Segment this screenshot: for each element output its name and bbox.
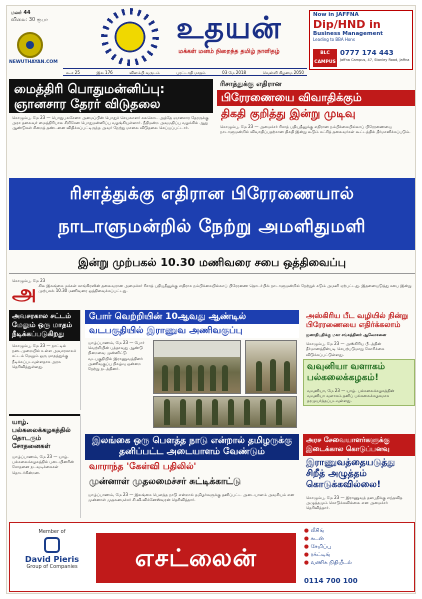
newspaper-title: உதயன் bbox=[176, 11, 282, 46]
story-body: கொழும்பு, மே 23 — அஸ்கிரிய பீடத்தின் தீர்மானத்தின்படி செயற்படுமாறு கோரிக்கை விடுக்கப்பட்டுள்ளது. bbox=[306, 341, 385, 357]
dateline bbox=[63, 68, 307, 76]
edition-number: மலர் 44 bbox=[11, 10, 31, 16]
story-body: கொழும்பு, மே 23 — இராணுவத் தளபதிக்கு எந்தவித அழுத்தமும் கொடுக்கவில்லை என அமைச்சர் தெரிவித்தார். bbox=[306, 495, 403, 511]
troops-photo bbox=[153, 396, 297, 428]
service-item: ● கடன் bbox=[304, 535, 410, 543]
story-emergency-law[interactable] bbox=[9, 310, 81, 410]
services-list bbox=[304, 527, 410, 567]
story-headline bbox=[9, 79, 213, 113]
story-debate-date[interactable] bbox=[217, 79, 415, 175]
allowance-headline: அரச சேவையாளர்களுக்கு இடைக்கால கொடுப்பனவு bbox=[303, 434, 415, 456]
david-pieris-logo-icon bbox=[44, 537, 60, 553]
quote-line-2: முன்னாள் முதலமைச்சர் சுட்டிக்காட்டு bbox=[89, 477, 241, 487]
lead-dropcap: அ bbox=[12, 281, 37, 307]
ad-phone-number[interactable]: 0114 700 100 bbox=[304, 577, 358, 585]
lead-headline-banner[interactable] bbox=[9, 178, 415, 250]
story-byline: ஜனாதிபதிக்கு மகா சங்கத்தினர் ஆலோசனை bbox=[306, 332, 387, 337]
tagline: மக்கள் மனம் நிறைந்த தமிழ் நாளிதழ் bbox=[178, 48, 280, 55]
sun-logo-icon bbox=[105, 12, 155, 62]
lead-paragraph: கில இலங்கை மக்கள் காங்கிரஸின் தலைவரான அமைச்சர் ரிசாத் பதியுதீனுக்கு எதிராக நம்பிக்கையில்லாப் பிரேரணை தொடர்பில் நாடாளுமன்றில் நேற்றுக் கடும் அமளி ஏற்பட்டது. இதனையடுத்து சபை இன்று முற்பகல் 10.30 மணிவரை ஒத்திவைக்கப்பட்டது. bbox=[38, 283, 412, 294]
boxed-body: வவுனியா, மே 23 — யாழ். பல்கலைக்கழகத்தின் வவுனியா வளாகம் தனிப் பல்கலைக்கழகமாக தரமுயர்த்தப்படவுள்ளது. bbox=[307, 387, 395, 404]
service-item: ● வணிக நிதியீடல் bbox=[304, 559, 410, 567]
headline-line-1: போர் வெற்றியின் 10ஆவது ஆண்டில் bbox=[85, 310, 299, 324]
story-body: கொழும்பு, மே 23 — நாட்டில் நடைமுறையில் உள்ள அவசரகாலச் சட்டம் மேலும் ஒரு மாதத்துக்கு நீடிக்கப்படவுள்ளதாக அரசு தெரிவித்துள்ளது. bbox=[12, 343, 77, 369]
ad-sub: Business Management bbox=[313, 31, 383, 37]
lead-text bbox=[9, 281, 415, 307]
ad-phone: 0777 174 443 bbox=[340, 49, 394, 57]
brand-name: David Pieris bbox=[25, 555, 79, 564]
story-university-searches[interactable] bbox=[9, 414, 81, 518]
edition-info bbox=[11, 10, 63, 24]
story-asgiriya[interactable] bbox=[303, 310, 415, 430]
story-army-parade[interactable] bbox=[85, 310, 299, 430]
ad-address: Jaffna Campus, 47, Stanley Road, Jaffna bbox=[340, 58, 410, 62]
headline-line-2: வடபகுதியில் இராணுவ அணிவகுப்பு bbox=[85, 324, 299, 338]
story-headline: யாழ். பல்கலைக்கழகத்தில் தொடரும் சோதனைகள் bbox=[9, 414, 80, 452]
headline-line-1: பிரேரணையை விவாதிக்கும் bbox=[217, 90, 415, 106]
headline-line-1: மைத்திரி பொதுமன்னிப்பு: bbox=[14, 81, 165, 96]
lead-body bbox=[9, 276, 415, 306]
service-item: ● ரக்ட்டிங் bbox=[304, 551, 410, 559]
story-allowance[interactable] bbox=[303, 434, 415, 518]
army-parade-photo bbox=[153, 340, 241, 394]
quote-line-1: வாராந்த 'கேள்வி பதிலில்' bbox=[89, 462, 197, 472]
story-kicker: ரிசாத்துக்கு எதிரான bbox=[220, 80, 282, 88]
story-body: கொழும்பு, மே 23 — பொதுபலசேனா அமைப்பின் பொதுச் செயலாளர் கலகொட அத்தே ஞானசார தேரருக்கு அரச தலைவர் மைத்திரிபால சிறிசேன பொதுமன்னிப்பு வழங்கியுள்ளார். நீதிமன்ற அவமதிப்பு வழக்கில் ஆறு ஆண்டுகள் சிறைத் தண்டனை விதிக்கப்பட்டிருந்த அவர் நேற்று மாலை விடுதலை செய்யப்பட்டார். bbox=[12, 115, 209, 131]
story-body: கொழும்பு, மே 23 — அமைச்சர் ரிசாத் பதியுதீனுக்கு எதிரான நம்பிக்கையில்லாப் பிரேரணையை நாடாளுமன்றில் விவாதிப்பதற்கான திகதி இன்று கூடும் கட்சித் தலைவர்கள் கூட்டத்தில் தீர்மானிக்கப்படும். bbox=[220, 124, 411, 135]
ad-headline: Dip/HND in bbox=[313, 18, 381, 31]
vavuniya-box[interactable] bbox=[303, 359, 415, 407]
dateline-item: 03 மே 2018 bbox=[222, 70, 247, 75]
ad-sub2: Leading to BBA Hons bbox=[313, 37, 355, 42]
service-item: ● லீசிங் bbox=[304, 527, 410, 535]
newspaper-front-page bbox=[6, 5, 416, 594]
boxed-headline: வவுனியா வளாகம் பல்கலைக்கழகம்! bbox=[307, 361, 385, 383]
service-item: ● சேமிப்பு bbox=[304, 543, 410, 551]
dateline-item: வெள்ளி கிழமை 2050 bbox=[262, 70, 304, 75]
story-headline: அவசரகால சட்டம் மேலும் ஒரு மாதம் நீடிக்கப்படுகிறது bbox=[9, 310, 80, 341]
blc-logo: BLC CAMPUS bbox=[314, 51, 336, 65]
david-pieris-brand bbox=[16, 529, 88, 587]
lead-headline-line-1: ரிசாத்துக்கு எதிரான பிரேரணையால் bbox=[69, 184, 355, 204]
emblem-icon bbox=[17, 32, 43, 58]
blc-campus-ad[interactable] bbox=[309, 10, 413, 70]
dateline-item: இல 176 bbox=[96, 70, 113, 75]
lead-dateline: கொழும்பு, மே 23 bbox=[12, 278, 46, 283]
dateline-item: கூ.ச 25 bbox=[66, 70, 80, 75]
story-headline: இராணுவத்தையடுத்து சிறீத் அழுத்தம் கொடுக்கவில்லை! bbox=[306, 458, 396, 490]
ad-main-text: எசட்லைன் bbox=[96, 533, 296, 583]
story-buddhist-country[interactable] bbox=[85, 434, 299, 518]
ad-kicker: Now in JAFFNA bbox=[313, 12, 359, 18]
lead-subhead: இன்று முற்பகல் 10.30 மணிவரை சபை ஒத்திவைப்பு bbox=[9, 252, 415, 274]
member-of-label: Member of bbox=[38, 529, 66, 535]
website-url[interactable]: NEWUTHAYAN.COM bbox=[9, 60, 58, 65]
story-body: யாழ்ப்பாணம், மே 23 — போர் வெற்றியின் பத்தாவது ஆண்டு நிறைவை முன்னிட்டு வடபகுதியில் இராணுவத்தினர் அணிவகுப்பு நிகழ்வு ஒன்றை நேற்று நடத்தினர். bbox=[88, 340, 145, 372]
story-body: யாழ்ப்பாணம், மே 23 — இலங்கை பௌத்த நாடு என்றால் தமிழர்களுக்கு தனிப்பட்ட அடையாளம் அவசியம் என முன்னாள் முதலமைச்சர் சி.வி.விக்னேஸ்வரன் தெரிவித்தார். bbox=[88, 492, 295, 503]
story-headline: இலங்கை ஒரு பௌத்த நாடு என்றால் தமிழருக்கு தனிப்பட்ட அடையாளம் வேண்டும் bbox=[85, 434, 299, 460]
price-label: விலை: 30 ரூபா bbox=[11, 17, 48, 23]
brand-group: Group of Companies bbox=[26, 564, 78, 570]
headline-line-2: திகதி குறித்து இன்று முடிவு bbox=[221, 107, 356, 120]
dateline-item: புரட்டாதி மாதம் bbox=[176, 70, 206, 75]
lead-headline-line-2: நாடாளுமன்றில் நேற்று அமளிதுமளி bbox=[58, 216, 366, 237]
david-pieris-ad[interactable] bbox=[9, 522, 415, 592]
story-pardon[interactable] bbox=[9, 79, 213, 175]
army-ceremony-photo bbox=[245, 340, 297, 394]
masthead bbox=[7, 6, 416, 74]
story-body: யாழ்ப்பாணம், மே 23 — யாழ். பல்கலைக்கழகத்தில் படையினரின் சோதனை நடவடிக்கைகள் தொடர்கின்றன. bbox=[12, 454, 75, 475]
dateline-item: விளம்பி வருடம் bbox=[129, 70, 160, 75]
headline-line-2: ஞானசார தேரர் விடுதலை bbox=[14, 96, 161, 111]
story-headline: அஸ்கிரிய பீட வழியில் நின்று பிரேரணையை எதிர்க்கலாம் bbox=[306, 311, 408, 329]
